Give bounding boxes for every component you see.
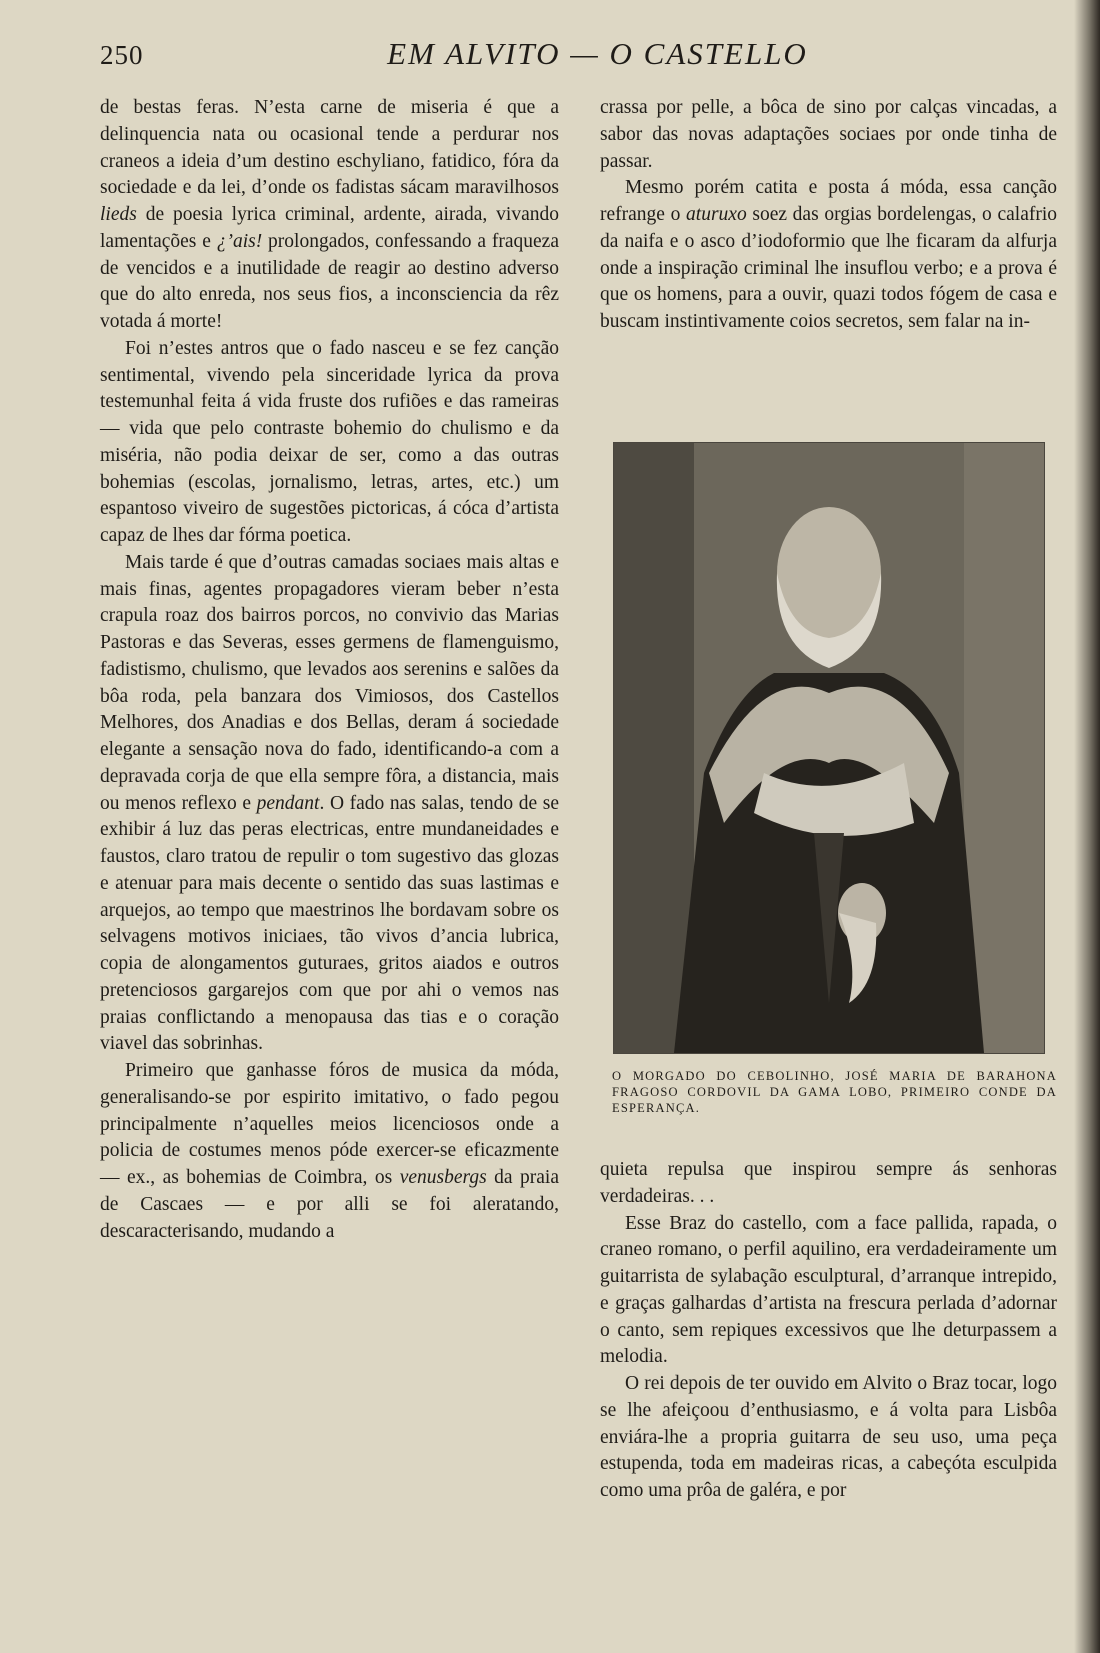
paragraph: de bestas feras. N’esta carne de miseria é que a delinquencia nata ou ocasional tende a perdurar nos craneos a ideia d’um destino eschyliano, fatidico, fóra da sociedade e da lei, d’onde os fadistas sácam maravilhosos lieds de poesia lyrica criminal, ardente, airada, vivando lamentações e ¿’ais! prolongados, confessando a fraqueza de vencidos e a inutilidade de reagir ao destino adverso que do alto enreda, nos seus fios, a inconsciencia da rêz votada á morte!	[100, 97, 559, 332]
paragraph: Mesmo porém catita e posta á móda, essa canção refrange o aturuxo soez das orgias bordelengas, o calafrio da naifa e o asco d’iodoformio que lhe ficaram da alfurja onde a inspiração criminal lhe insuflou verbo; e a prova é que os homens, para a ouvir, quazi todos fógem de casa e buscam instintivamente coios secretos, sem falar na in-	[600, 177, 1057, 332]
right-column-top	[600, 95, 1057, 336]
left-column	[100, 95, 559, 1245]
paragraph: Primeiro que ganhasse fóros de musica da móda, generalisando-se por espirito imitativo, o fado pegou principalmente n’aquelles meios licenciosos onde a policia de costumes menos póde exercer-se eficazmente — ex., as bohemias de Coimbra, os venusbergs da praia de Cascaes — e por alli se foi aleratando, descaracterisando, mudando a	[100, 1060, 559, 1242]
paragraph: Esse Braz do castello, com a face pallida, rapada, o craneo romano, o perfil aquilino, era verdadeiramente um guitarrista de sylabação esculptural, d’arranque intrepido, e graças galhardas d’artista na frescura perlada d’adornar o canto, sem repiques excessivos que lhe deturpassem a melodia.	[600, 1212, 1057, 1368]
page-number: 250	[100, 40, 144, 70]
portrait-illustration	[614, 443, 1044, 1053]
page-header	[100, 36, 1055, 76]
running-title: EM ALVITO — O CASTELLO	[387, 36, 808, 71]
paragraph: Foi n’estes antros que o fado nasceu e se fez canção sentimental, vivendo pela sinceridade lyrica da prova testemunhal feita á vida fruste dos rufiões e das rameiras — vida que pelo contraste bohemio do chulismo e da miséria, não podia deixar de ser, como a das outras bohemias (escolas, jornalismo, letras, artes, etc.) um espantoso viveiro de sugestões pictoricas, á cóca d’artista capaz de lhes dar fórma poetica.	[100, 337, 559, 546]
portrait-photograph	[613, 442, 1045, 1054]
right-column-bottom	[600, 1157, 1057, 1505]
figure-caption: O MORGADO DO CEBOLINHO, JOSÉ MARIA DE BARAHONA FRAGOSO CORDOVIL DA GAMA LOBO, PRIMEIRO CONDE DA ESPERANÇA.	[612, 1069, 1057, 1115]
paragraph: quieta repulsa que inspirou sempre ás senhoras verdadeiras. . .	[600, 1159, 1057, 1207]
paragraph: crassa por pelle, a bôca de sino por calças vincadas, a sabor das novas adaptações sociaes por onde tinha de passar.	[600, 97, 1057, 172]
paragraph: Mais tarde é que d’outras camadas sociaes mais altas e mais finas, agentes propagadores vieram beber n’esta crapula roaz dos bairros porcos, no convivio das Marias Pastoras e das Severas, esses germens de flamenguismo, fadistismo, chulismo, que levados aos serenins e salões da bôa roda, pela banzara dos Vimiosos, dos Castellos Melhores, dos Anadias e dos Bellas, deram á sociedade elegante a sensação nova do fado, identificando-a com a depravada corja de que ella sempre fôra, a distancia, mais ou menos reflexo e pendant. O fado nas salas, tendo de se exhibir á luz das peras electricas, entre mundaneidades e faustos, claro tratou de repulir o tom sugestivo das glozas e atenuar para mais decente o sentido das suas lastimas e arquejos, ao tempo que maestrinos lhe bordavam sobre os selvagens motivos iniciaes, tão vivos d’ancia lubrica, copia de alongamentos guturaes, gritos aiados e outros pretenciosos gargarejos com que por ahi o vemos nas praias conflictando a menopausa das tias e o coração viavel das sobrinhas.	[100, 551, 559, 1055]
paragraph: O rei depois de ter ouvido em Alvito o Braz tocar, logo se lhe afeiçoou d’enthusiasmo, e á volta para Lisbôa enviára-lhe a propria guitarra de seu uso, uma peça estupenda, toda em madeiras ricas, a cabeçóta esculpida como uma prôa de galéra, e por	[600, 1373, 1057, 1501]
